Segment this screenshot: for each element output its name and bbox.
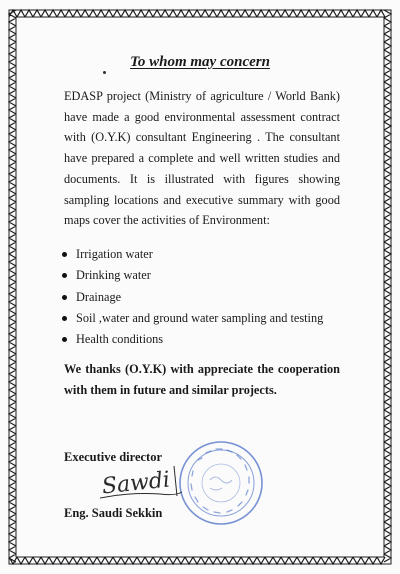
list-item: Irrigation water — [60, 244, 323, 265]
letter-body: EDASP project (Ministry of agriculture / World Bank) have made a good environmental assessment contract with (O.Y.K) consultant Engineering . The consultant have prepared a complete and well written studies and documents. It is illustrated with figures showing sampling locations and executive summary with good maps cover the activities of Environment: — [64, 89, 340, 228]
list-item: Soil ,water and ground water sampling and testing — [60, 308, 323, 329]
list-item: Drainage — [60, 287, 323, 308]
signatory-title: Executive director — [64, 450, 162, 464]
bullet-icon — [62, 295, 67, 300]
bullet-icon — [62, 273, 67, 278]
letter-title: To whom may concern — [130, 54, 270, 70]
bullet-icon — [62, 337, 67, 342]
svg-text:Sawdi: Sawdi — [100, 467, 172, 500]
bullet-icon — [62, 316, 67, 321]
thanks-paragraph: We thanks (O.Y.K) with appreciate the cooperation with them in future and similar projects. — [64, 362, 340, 397]
handwritten-signature — [96, 460, 191, 506]
list-item: Drinking water — [60, 265, 323, 286]
bullet-icon — [62, 252, 67, 257]
signatory-name: Eng. Saudi Sekkin — [64, 506, 163, 520]
activities-list — [60, 244, 323, 350]
list-item: Health conditions — [60, 329, 323, 350]
ink-mark — [103, 71, 106, 74]
